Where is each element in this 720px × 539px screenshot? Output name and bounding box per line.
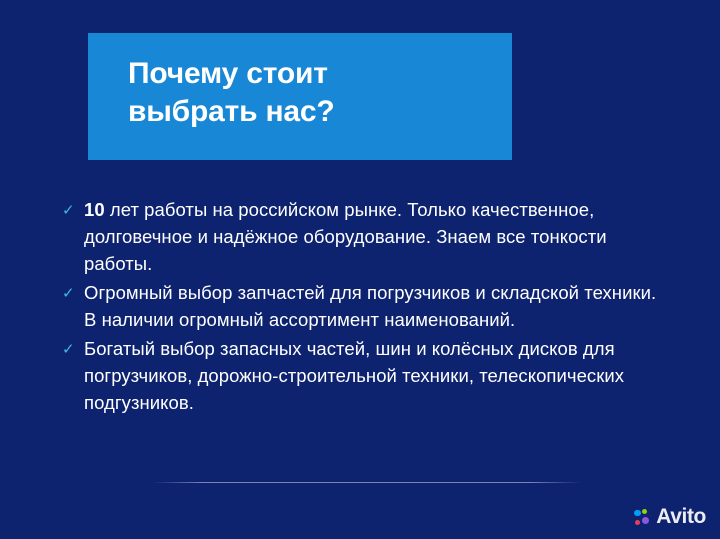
- list-item: [62, 279, 672, 333]
- title-box: [88, 33, 512, 160]
- list-item-lead: 10: [84, 199, 105, 220]
- list-item-body: лет работы на российском рынке. Только качественное, долговечное и надёжное оборудование. Знаем все тонкости работы.: [84, 199, 607, 274]
- divider: [152, 482, 582, 483]
- list-item: [62, 335, 672, 416]
- bullet-list: [62, 196, 672, 418]
- list-item-text: [84, 196, 672, 277]
- list-item-text: [84, 279, 672, 333]
- list-item-body: Богатый выбор запасных частей, шин и колёсных дисков для погрузчиков, дорожно-строительной техники, телескопических подгузников.: [84, 338, 625, 413]
- title-line-1: Почему стоит: [128, 57, 328, 90]
- list-item-body: Огромный выбор запчастей для погрузчиков и складской техники. В наличии огромный ассортимент наименований.: [84, 282, 657, 330]
- avito-wordmark: Avito: [656, 505, 706, 528]
- list-item: [62, 196, 672, 277]
- avito-dots-icon: [634, 509, 651, 526]
- avito-watermark: [634, 505, 706, 529]
- list-item-text: [84, 335, 672, 416]
- check-icon: ✓: [62, 202, 75, 219]
- check-icon: ✓: [62, 285, 75, 302]
- check-icon: ✓: [62, 341, 75, 358]
- title-line-2: выбрать нас?: [128, 95, 335, 129]
